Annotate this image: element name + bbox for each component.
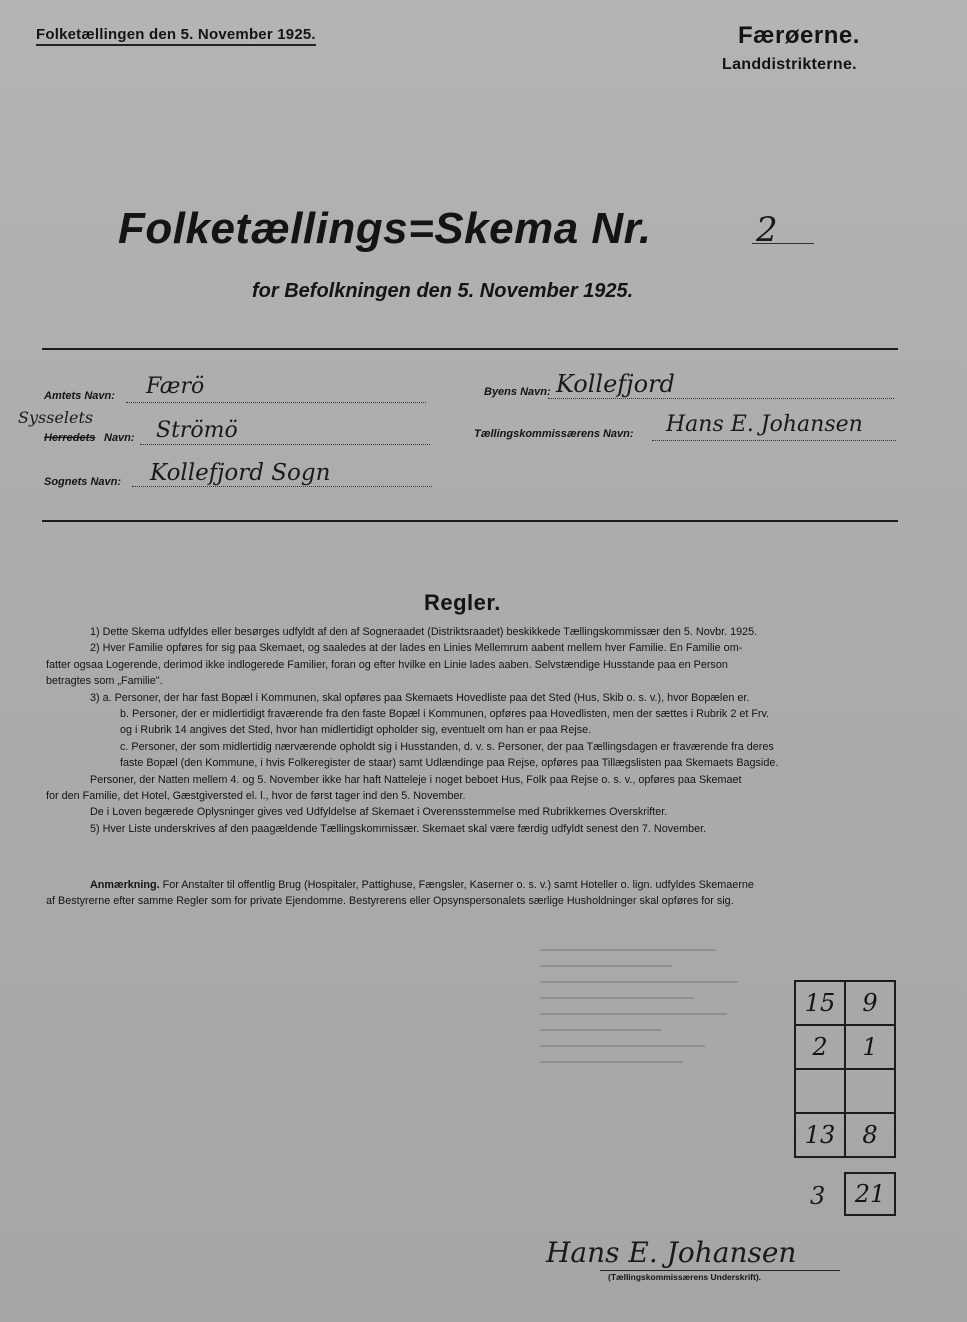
rule-line: b. Personer, der er midlertidigt fraværende fra den faste Bopæl i Kommunen, opføres paa Hovedlisten, men der sættes i Rubrik 2 et Frv. [120, 708, 770, 721]
amt-label: Amtets Navn: [44, 390, 115, 402]
note-line-2: af Bestyrerne efter samme Regler som for private Ejendomme. Bestyrerens eller Opsynspersonalets særlige Husholdninger skal opføres for sig. [46, 895, 734, 908]
form-subtitle: for Befolkningen den 5. November 1925. [252, 280, 634, 302]
rule-line: betragtes som „Familie". [46, 675, 163, 688]
tally-row [796, 1026, 896, 1070]
herred-prefix-handwritten: Sysselets [18, 408, 94, 427]
herred-label-struck: Herredets [44, 432, 96, 444]
rule-line: og i Rubrik 14 angives det Sted, hvor han midlertidigt opholder sig, eventuelt om han er paa Rejse. [120, 724, 592, 737]
sogn-value: Kollefjord Sogn [150, 460, 331, 486]
herred-field-line [140, 444, 430, 445]
rules-text [46, 624, 908, 837]
tally-cell: 2 [796, 1026, 846, 1070]
region-title: Færøerne. [738, 22, 860, 49]
bleed-through-marks [540, 935, 760, 1125]
tally-total-box: 21 [844, 1172, 896, 1216]
sogn-label: Sognets Navn: [44, 476, 122, 488]
rule-line: for den Familie, det Hotel, Gæstgiversted el. l., hvor de først tager ind den 5. November. [46, 790, 466, 803]
rule-line: 5) Hver Liste underskrives af den paagældende Tællingskommissær. Skemaet skal være færdig udfyldt senest den 7. November. [90, 822, 707, 835]
tally-cell: 15 [796, 982, 846, 1026]
signature: Hans E. Johansen [546, 1236, 797, 1269]
tally-cell [846, 1070, 896, 1114]
by-value: Kollefjord [556, 370, 675, 398]
note-label: Anmærkning. [90, 879, 160, 891]
by-label: Byens Navn: [484, 386, 551, 398]
signature-caption: (Tællingskommissærens Underskrift). [608, 1272, 762, 1282]
sogn-field-line [132, 486, 432, 487]
rule-line: 2) Hver Familie opføres for sig paa Skemaet, og saaledes at der lades en Linies Mellemrum aabent mellem hver Familie. En Familie om- [90, 642, 743, 655]
rule-line: 3) a. Personer, der har fast Bopæl i Kommunen, skal opføres paa Skemaets Hovedliste paa det Sted (Hus, Skib o. s. v.), hvor Bopælen er. [90, 691, 750, 704]
amt-field-line [126, 402, 426, 403]
top-divider [42, 348, 898, 350]
tally-cell: 9 [846, 982, 896, 1026]
kommissaer-label: Tællingskommissærens Navn: [474, 428, 634, 440]
tally-cell: 1 [846, 1026, 896, 1070]
signature-line [600, 1270, 840, 1271]
kommissaer-field-line [652, 440, 896, 441]
by-field-line [548, 398, 894, 399]
rule-line: De i Loven begærede Oplysninger gives ved Udfyldelse af Skemaet i Overensstemmelse med Rubrikkernes Overskrifter. [90, 806, 668, 819]
kommissaer-value: Hans E. Johansen [666, 412, 863, 437]
rule-line: faste Bopæl (den Kommune, i hvis Folkeregister de staar) samt Udlændinge paa Rejse, opføres paa Tillægslisten paa Skemaets Bagside. [120, 757, 779, 770]
note-block [46, 877, 908, 910]
note-line-1: For Anstalter til offentlig Brug (Hospitaler, Pattighuse, Fængsler, Kaserner o. s. v.) samt Hoteller o. lign. udfyldes Skemaerne [162, 879, 754, 891]
district-subtitle: Landdistrikterne. [722, 56, 857, 73]
tally-cell: 8 [846, 1114, 896, 1158]
form-title: Folketællings=Skema Nr. [118, 204, 652, 253]
rule-line: 1) Dette Skema udfyldes eller besørges udfyldt af den af Sogneraadet (Distriktsraadet) beskikkede Tællingskommissær den 5. Novbr. 1925. [90, 626, 758, 638]
herred-value: Strömö [156, 418, 238, 443]
tally-table [794, 980, 896, 1158]
form-number-handwritten: 2 [756, 210, 778, 250]
rule-line: fatter ogsaa Logerende, derimod ikke indlogerede Familier, foran og efter hvilke en Linie lades aaben. Selvstændige Husstande paa en Person [46, 658, 728, 671]
census-date-header: Folketællingen den 5. November 1925. [36, 26, 316, 46]
tally-cell [796, 1070, 846, 1114]
tally-row [796, 1070, 896, 1114]
rules-heading: Regler. [424, 590, 501, 615]
fields-divider [42, 520, 898, 522]
form-number-line [752, 243, 814, 244]
tally-row [796, 982, 896, 1026]
rule-line: c. Personer, der som midlertidig nærværende opholdt sig i Husstanden, d. v. s. Personer, der paa Tællingsdagen er fraværende fra deres [120, 740, 774, 753]
amt-value: Færö [146, 374, 205, 399]
herred-label: Navn: [104, 432, 135, 444]
tally-total-left: 3 [810, 1182, 826, 1210]
tally-cell: 13 [796, 1114, 846, 1158]
rule-line: Personer, der Natten mellem 4. og 5. November ikke har haft Natteleje i noget beboet Hus, Folk paa Rejse o. s. v., opføres paa Skemaet [90, 773, 742, 786]
tally-row [796, 1114, 896, 1158]
